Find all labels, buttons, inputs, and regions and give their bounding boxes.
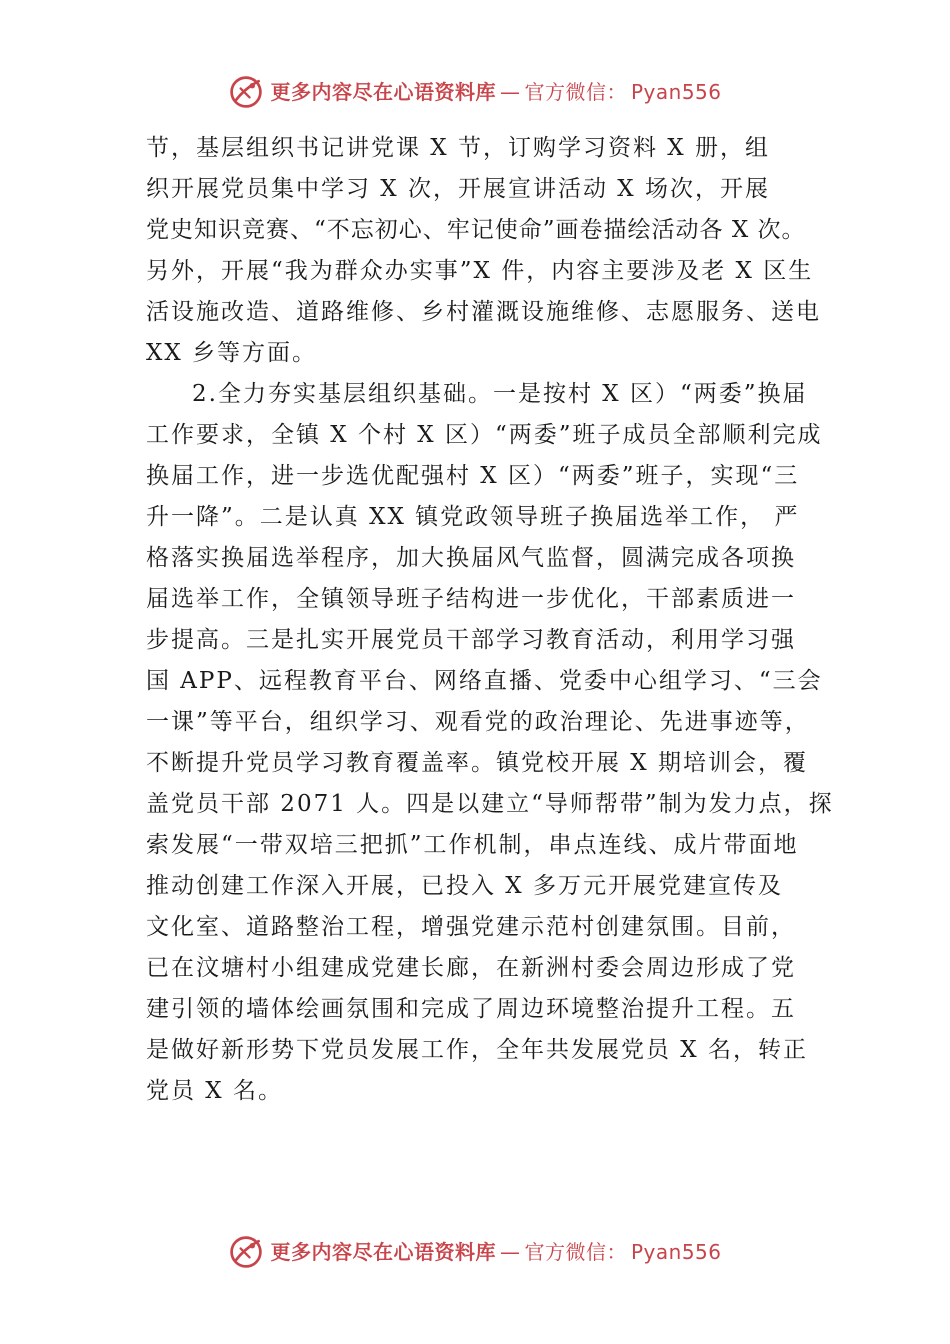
text-line: 织开展党员集中学习 X 次，开展宣讲活动 X 场次，开展 [146, 176, 770, 202]
text-line: 党员 X 名。 [146, 1078, 283, 1104]
watermark-handle: Pyan556 [630, 1240, 722, 1264]
watermark-text [270, 74, 721, 110]
watermark-main: 更多内容尽在心语资料库 [270, 80, 496, 104]
library-logo-icon [228, 74, 264, 110]
text-line: 换届工作，进一步选优配强村 X 区）“两委”班子，实现“三 [146, 463, 800, 489]
text-line: 推动创建工作深入开展，已投入 X 多万元开展党建宣传及 [146, 873, 783, 899]
text-line: 党史知识竞赛、“不忘初心、牢记使命”画卷描绘活动各 X 次。 [146, 217, 806, 243]
document-body [146, 128, 834, 1112]
text-line: 节，基层组织书记讲党课 X 节，订购学习资料 X 册，组 [146, 135, 770, 161]
watermark-header [0, 70, 950, 114]
text-line: 工作要求，全镇 X 个村 X 区）“两委”班子成员全部顺利完成 [146, 422, 823, 448]
text-line: 文化室、道路整治工程，增强党建示范村创建氛围。目前， [146, 914, 796, 940]
watermark-handle: Pyan556 [630, 80, 722, 104]
watermark-main: 更多内容尽在心语资料库 [270, 1240, 496, 1264]
text-line: 另外，开展“我为群众办实事”X 件，内容主要涉及老 X 区生 [146, 258, 814, 284]
text-line: 是做好新形势下党员发展工作，全年共发展党员 X 名，转正 [146, 1037, 808, 1063]
watermark-dash: — [499, 1240, 521, 1264]
paragraph-2 [146, 374, 834, 1112]
text-line: 已在汶塘村小组建成党建长廊，在新洲村委会周边形成了党 [146, 955, 796, 981]
text-line: XX 乡等方面。 [146, 340, 318, 366]
watermark-footer [0, 1230, 950, 1274]
text-line: 活设施改造、道路维修、乡村灌溉设施维修、志愿服务、送电 [146, 299, 821, 325]
text-line: 步提高。三是扎实开展党员干部学习教育活动，利用学习强 [146, 627, 796, 653]
library-logo-icon [228, 1234, 264, 1270]
watermark-sub: 官方微信： [524, 80, 627, 104]
text-line: 国 APP、远程教育平台、网络直播、党委中心组学习、“三会 [146, 668, 823, 694]
text-line: 2.全力夯实基层组织基础。一是按村 X 区）“两委”换届 [192, 381, 808, 407]
watermark-text [270, 1234, 721, 1270]
text-line: 格落实换届选举程序，加大换届风气监督，圆满完成各项换 [146, 545, 796, 571]
text-line: 盖党员干部 2071 人。四是以建立“导师帮带”制为发力点，探 [146, 791, 834, 817]
text-line: 升一降”。二是认真 XX 镇党政领导班子换届选举工作， 严 [146, 504, 800, 530]
watermark-dash: — [499, 80, 521, 104]
text-line: 建引领的墙体绘画氛围和完成了周边环境整治提升工程。五 [146, 996, 796, 1022]
text-line: 一课”等平台，组织学习、观看党的政治理论、先进事迹等， [146, 709, 810, 735]
text-line: 不断提升党员学习教育覆盖率。镇党校开展 X 期培训会，覆 [146, 750, 808, 776]
paragraph-1 [146, 128, 821, 374]
text-line: 索发展“一带双培三把抓”工作机制，串点连线、成片带面地 [146, 832, 799, 858]
watermark-sub: 官方微信： [524, 1240, 627, 1264]
text-line: 届选举工作，全镇领导班子结构进一步优化，干部素质进一 [146, 586, 796, 612]
